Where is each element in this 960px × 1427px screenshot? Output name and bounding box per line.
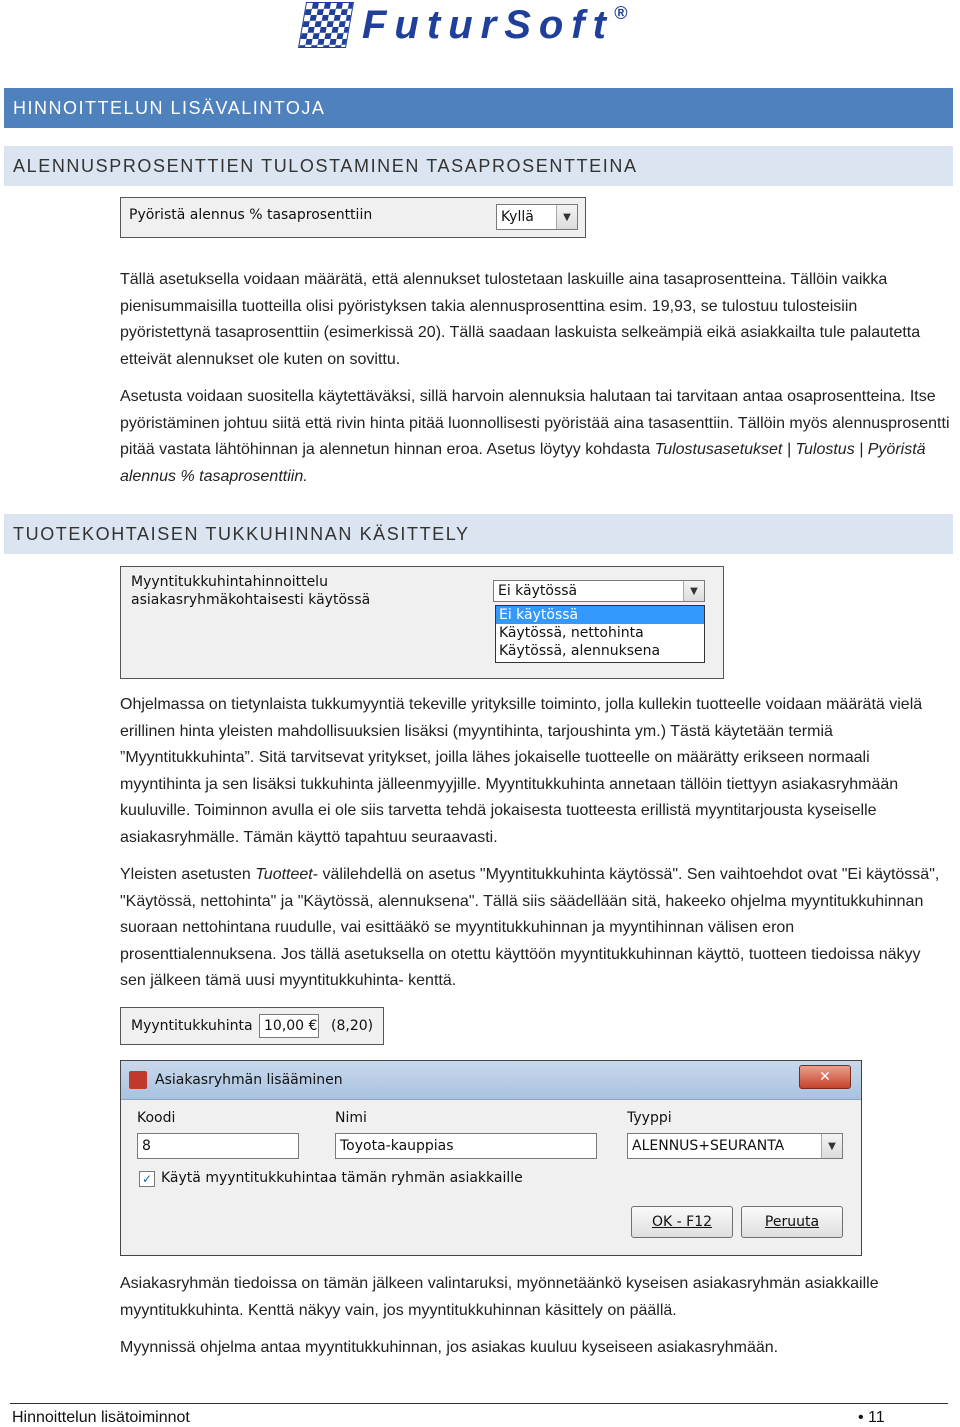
main-heading: HINNOITTELUN LISÄVALINTOJA — [4, 88, 953, 128]
wholesale-options-list — [495, 605, 705, 663]
wholesale-price-label: Myyntitukkuhinta — [131, 1018, 253, 1034]
futursoft-logo — [302, 2, 627, 48]
option-not-in-use[interactable]: Ei käytössä — [496, 606, 704, 624]
option-net-price[interactable]: Käytössä, nettohinta — [499, 625, 644, 641]
rounding-setting-value: Kyllä — [501, 209, 534, 225]
wholesale-price-percent: (8,20) — [331, 1018, 374, 1034]
section2-paragraph-3: Asiakasryhmän tiedoissa on tämän jälkeen valintaruksi, myönnetäänkö kyseisen asiakasryhmän asiakkaille myyntitukkuhinta. Kenttä näkyy vain, jos myyntitukkuhinnan käsittely on päällä. — [120, 1275, 879, 1319]
wholesale-setting-value: Ei käytössä — [498, 583, 578, 599]
code-label: Koodi — [137, 1110, 176, 1126]
section1-text — [120, 267, 950, 501]
section-heading-rounding: ALENNUSPROSENTTIEN TULOSTAMINEN TASAPROSENTTEINA — [4, 146, 953, 186]
cancel-button[interactable]: Peruuta — [741, 1206, 843, 1238]
chevron-down-icon: ▼ — [556, 205, 577, 229]
logo-text: FuturSoft — [362, 2, 614, 47]
footer-divider — [10, 1403, 948, 1404]
registered-mark: ® — [613, 2, 628, 23]
option-as-discount[interactable]: Käytössä, alennuksena — [499, 643, 661, 659]
type-combo[interactable]: ALENNUS+SEURANTA ▼ — [627, 1133, 843, 1159]
chevron-down-icon: ▼ — [683, 581, 704, 601]
type-label: Tyyppi — [627, 1110, 672, 1126]
close-button[interactable] — [799, 1065, 851, 1089]
dialog-titlebar — [121, 1061, 861, 1100]
section1-paragraph-2: Asetusta voidaan suositella käytettäväksi, sillä harvoin alennuksia halutaan tai tarvitaan antaa osaprosentteina. Itse pyöristäminen johtuu siitä että rivin hinta pitää luonnollisesti pyöristää aina tasasenttiin. Tällöin myös alennusprosentti pitää vastata lähtöhinnan ja alennetun hinnan eroa. Asetus löytyy kohdasta Tulostusasetukset | Tulostus | Pyöristä alennus % tasaprosenttiin. — [120, 388, 950, 485]
page-number: • 11 — [858, 1409, 885, 1426]
wholesale-checkbox-label: Käytä myyntitukkuhintaa tämän ryhmän asiakkaille — [161, 1170, 523, 1186]
section2-paragraph-1: Ohjelmassa on tietynlaista tukkumyyntiä tekeville yrityksille toiminto, jolla kullekin tuotteelle voidaan määrätä vielä erillinen hinta yleisten mahdollisuuksien lisäksi (myyntihinta, tarjoushinta ym.) Tästä käytetään termiä ”Myyntitukkuhinta”. Sitä tarvitsevat yritykset, joilla lähes jokaiselle tuotteelle on määrätty erikseen normaali myyntihinta ja sen lisäksi tukkuhinta jälleenmyyjille. Myyntitukkuhinta annetaan tällöin tiettyyn asiakasryhmään kuuluville. Toiminnon avulla ei ole siis tarvetta tehdä jokaisesta tuotteesta erillistä myyntitarjousta kyseiselle asiakasryhmälle. Tämän käyttö tapahtuu seuraavasti. — [120, 696, 923, 846]
wholesale-setting-screenshot — [120, 566, 724, 679]
section-heading-wholesale: TUOTEKOHTAISEN TUKKUHINNAN KÄSITTELY — [4, 514, 953, 554]
wholesale-price-screenshot — [120, 1007, 384, 1045]
footer-title: Hinnoittelun lisätoiminnot — [12, 1409, 190, 1426]
customer-group-dialog — [120, 1060, 862, 1256]
rounding-setting-screenshot — [120, 197, 586, 238]
close-icon: ✕ — [819, 1069, 831, 1085]
wholesale-price-input[interactable]: 10,00 € — [259, 1014, 319, 1038]
wholesale-setting-combo[interactable] — [493, 580, 705, 602]
chevron-down-icon: ▼ — [821, 1134, 842, 1158]
wholesale-setting-label: Myyntitukkuhintahinnoittelu asiakasryhmäkohtaisesti käytössä — [131, 574, 371, 608]
wholesale-checkbox[interactable]: ✓ — [139, 1171, 155, 1187]
ok-button[interactable]: OK - F12 — [631, 1206, 733, 1238]
section1-paragraph-1: Tällä asetuksella voidaan määrätä, että alennukset tulostetaan laskuille aina tasaprosentteina. Tällöin vaikka pienisummaisilla tuotteilla olisi pyöristyksen takia alennusprosenttina esim. 19,93, se tulostuu tulosteisiin pyöristettynä tasaprosenttiin (esimerkissä 20). Tällä saadaan laskuista selkeämpiä eikä asiakkailta tule palautetta etteivät alennukset ole kuten on sovittu. — [120, 271, 921, 368]
section2-paragraph-4: Myynnissä ohjelma antaa myyntitukkuhinnan, jos asiakas kuuluu kyseiseen asiakasryhmään. — [120, 1339, 779, 1356]
checkered-flag-icon — [298, 2, 354, 48]
section2-text-end — [120, 1271, 950, 1373]
settings-path: Tulostusasetukset | Tulostus | Pyöristä alennus % tasaprosenttiin. — [120, 441, 926, 485]
name-label: Nimi — [335, 1110, 367, 1126]
section2-text — [120, 692, 950, 1006]
app-icon — [129, 1071, 147, 1089]
section2-paragraph-2: Yleisten asetusten Tuotteet- välilehdellä on asetus "Myyntitukkuhinta käytössä". Sen vaihtoehdot ovat "Ei käytössä", "Käytössä, nettohinta" ja "Käytössä, alennuksena". Tällä siis säädellään sitä, hakeeko ohjelma myyntitukkuhinnan suoraan nettohintana ruudulle, vai esittääkö se myyntitukkuhinnan ja myyntihinnan välisen eron prosenttialennuksena. Jos tällä asetuksella on otettu käyttöön myyntitukkuhinnan käyttö, tuotteen tiedoissa näkyy sen jälkeen tämä uusi myyntitukkuhinta- kenttä. — [120, 866, 940, 989]
rounding-setting-label: Pyöristä alennus % tasaprosenttiin — [129, 207, 373, 223]
dialog-title: Asiakasryhmän lisääminen — [155, 1072, 343, 1088]
code-input[interactable]: 8 — [137, 1133, 299, 1159]
name-input[interactable]: Toyota-kauppias — [335, 1133, 597, 1159]
rounding-setting-combo[interactable] — [496, 204, 578, 230]
